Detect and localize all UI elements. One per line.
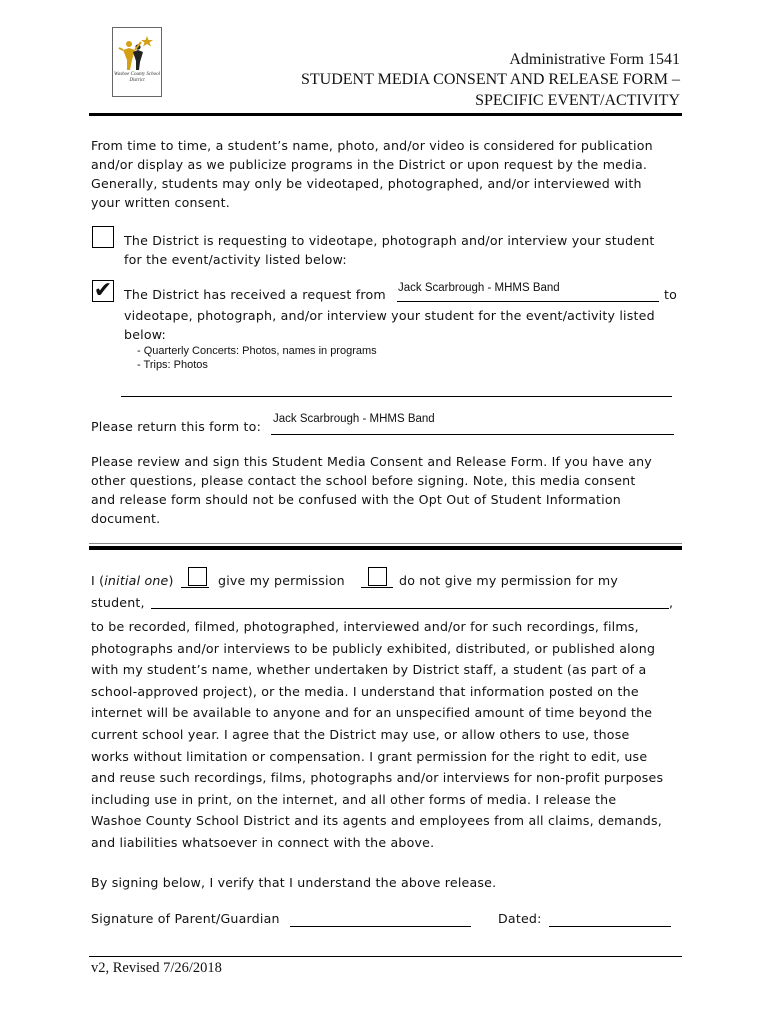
intro-line: Generally, students may only be videotaped, photographed, and/or interviewed with	[91, 176, 642, 191]
initial-one-label: initial one	[104, 573, 169, 588]
revision-note: v2, Revised 7/26/2018	[91, 960, 222, 976]
option2-continuation	[124, 306, 684, 344]
return-value[interactable]: Jack Scarbrough - MHMS Band	[273, 413, 435, 425]
section-rule	[89, 546, 682, 550]
deny-permission-label: do not give my permission for my	[399, 573, 618, 588]
footer-rule	[89, 956, 682, 957]
review-line: Please review and sign this Student Media Consent and Release Form. If you have any	[91, 454, 652, 469]
option1-line: for the event/activity listed below:	[124, 252, 347, 267]
option1-checkbox[interactable]	[92, 226, 114, 248]
return-label: Please return this form to:	[91, 419, 262, 434]
release-line: Washoe County School District and its agents and employees from all claims, demands,	[91, 813, 662, 829]
signature-field[interactable]	[290, 926, 471, 927]
give-permission-label: give my permission	[218, 573, 345, 588]
requester-value[interactable]: Jack Scarbrough - MHMS Band	[398, 282, 560, 294]
review-line: document.	[91, 511, 161, 526]
form-number: Administrative Form 1541	[509, 51, 680, 68]
district-logo	[112, 27, 162, 97]
checkmark-icon: ✔	[93, 278, 113, 303]
release-line: works without limitation or compensation. I grant permission for the right to edit, use	[91, 748, 648, 764]
release-line: current school year. I agree that the District may use, or allow others to use, those	[91, 726, 630, 742]
option2-checkbox[interactable]	[92, 280, 114, 302]
activity-item[interactable]: - Quarterly Concerts: Photos, names in programs	[137, 345, 377, 357]
permission-line	[91, 573, 174, 588]
permission-prefix: I (	[91, 573, 105, 588]
release-line: with my student’s name, whether undertaken by District staff, a student (as part of a	[91, 662, 647, 678]
release-line: including use in print, on the internet, and all other forms of media. I release the	[91, 791, 617, 807]
section-rule-shadow	[89, 543, 682, 544]
release-paragraph	[91, 616, 691, 854]
permission-close: )	[168, 573, 174, 588]
review-line: and release form should not be confused with the Opt Out of Student Information	[91, 492, 621, 507]
release-line: photographs and/or interviews to be publicly exhibited, distributed, or published along	[91, 640, 656, 656]
activity-item[interactable]: - Trips: Photos	[137, 359, 208, 371]
option1-line: The District is requesting to videotape, photograph and/or interview your student	[124, 233, 655, 248]
return-underline	[271, 434, 674, 435]
option1-text	[124, 231, 684, 269]
form-title-line2: SPECIFIC EVENT/ACTIVITY	[475, 92, 680, 109]
option2-line: videotape, photograph, and/or interview your student for the event/activity listed	[124, 308, 655, 323]
activity-underline	[121, 396, 672, 397]
release-line: to be recorded, filmed, photographed, interviewed and/or for such recordings, films,	[91, 619, 639, 634]
student-label: student,	[91, 595, 145, 610]
logo-text: Washoe County School District	[114, 72, 160, 83]
deny-initial-underline	[361, 587, 393, 588]
intro-line: your written consent.	[91, 195, 230, 210]
signature-label: Signature of Parent/Guardian	[91, 911, 280, 926]
dated-label: Dated:	[498, 911, 542, 926]
requester-underline	[397, 301, 659, 302]
student-comma: ,	[669, 595, 674, 610]
release-line: and liabilities whatsoever in connect with the above.	[91, 834, 435, 850]
intro-line: and/or display as we publicize programs in the District or upon request by the media.	[91, 157, 648, 172]
give-permission-box[interactable]	[188, 567, 207, 586]
release-line: school-approved project), or the media. I understand that information posted on the	[91, 683, 639, 699]
intro-paragraph	[91, 136, 691, 212]
intro-line: From time to time, a student’s name, photo, and/or video is considered for publication	[91, 138, 653, 153]
form-title-line1: STUDENT MEDIA CONSENT AND RELEASE FORM –	[301, 71, 680, 88]
option2-suffix: to	[664, 287, 678, 302]
release-line: internet will be available to anyone and for an unspecified amount of time beyond the	[91, 705, 653, 721]
date-field[interactable]	[549, 926, 671, 927]
header-rule	[89, 113, 682, 116]
option2-prefix: The District has received a request from	[124, 287, 386, 302]
review-paragraph	[91, 452, 691, 528]
option2-line: below:	[124, 327, 167, 342]
review-line: other questions, please contact the school before signing. Note, this media consent	[91, 473, 636, 488]
figures-logo-icon	[113, 28, 161, 72]
release-line: and reuse such recordings, films, photographs and/or interviews for non-profit purposes	[91, 770, 664, 786]
deny-permission-box[interactable]	[368, 567, 387, 586]
give-initial-underline	[181, 587, 209, 588]
verify-statement: By signing below, I verify that I understand the above release.	[91, 875, 497, 890]
student-name-field[interactable]	[151, 608, 669, 609]
